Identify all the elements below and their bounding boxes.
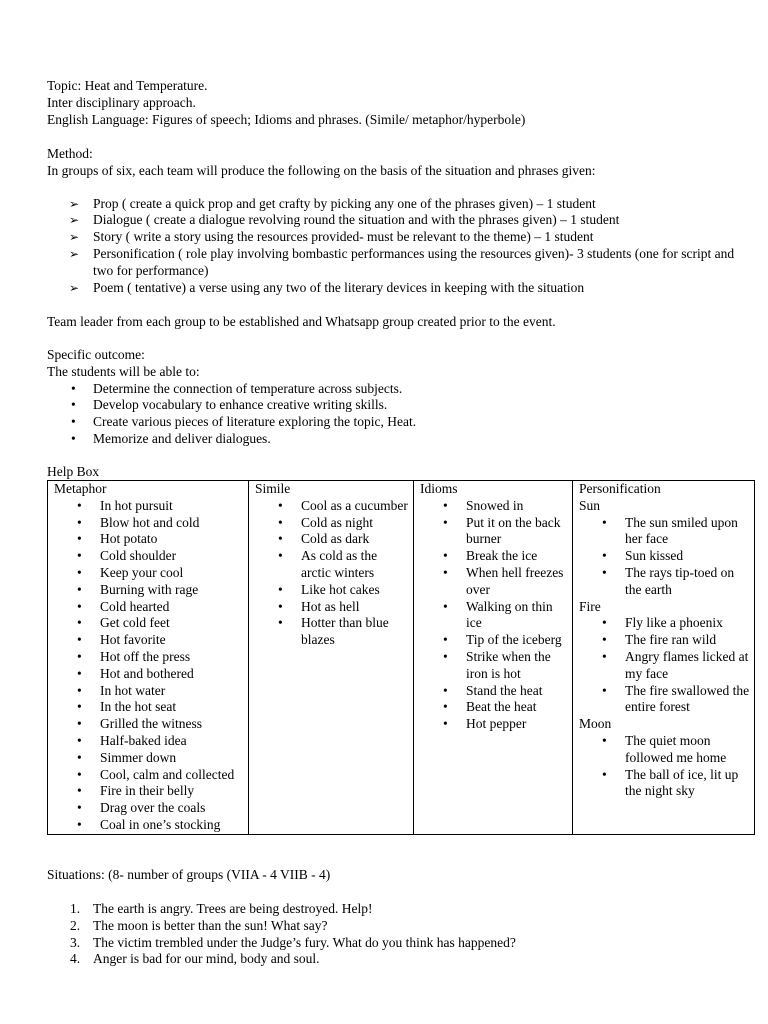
list-item: • Drag over the coals bbox=[54, 800, 244, 817]
list-item: • Snowed in bbox=[420, 498, 568, 515]
list-item: • Hot potato bbox=[54, 531, 244, 548]
list-item: • Keep your cool bbox=[54, 565, 244, 582]
list-item: • Create various pieces of literature exploring the topic, Heat. bbox=[47, 414, 756, 431]
approach-line: Inter disciplinary approach. bbox=[47, 94, 196, 110]
item-number: 2. bbox=[70, 917, 81, 933]
list-item: ➢ Dialogue ( create a dialogue revolving round the situation and with the phrases given) – 1 student bbox=[47, 212, 756, 229]
outcome-intro: The students will be able to: bbox=[47, 363, 200, 379]
list-item: • In the hot seat bbox=[54, 699, 244, 716]
metaphor-list bbox=[54, 498, 244, 834]
list-item: • Stand the heat bbox=[420, 683, 568, 700]
list-item: • The fire swallowed the entire forest bbox=[579, 683, 750, 717]
list-item: • Strike when the iron is hot bbox=[420, 649, 568, 683]
list-item: • Cold as dark bbox=[255, 531, 409, 548]
list-item: • Fly like a phoenix bbox=[579, 615, 750, 632]
list-item: • Hotter than blue blazes bbox=[255, 615, 409, 649]
intro-block bbox=[47, 78, 756, 128]
method-list bbox=[47, 196, 756, 297]
list-item bbox=[47, 901, 756, 918]
list-item: • As cold as the arctic winters bbox=[255, 548, 409, 582]
list-item: • Fire in their belly bbox=[54, 783, 244, 800]
list-item: • Memorize and deliver dialogues. bbox=[47, 431, 756, 448]
list-item: • Cool as a cucumber bbox=[255, 498, 409, 515]
list-item: • Hot off the press bbox=[54, 649, 244, 666]
list-item: • The rays tip-toed on the earth bbox=[579, 565, 750, 599]
method-text: In groups of six, each team will produce the following on the basis of the situation and phrases given: bbox=[47, 162, 596, 178]
situations-heading: Situations: (8- number of groups (VIIA - 4 VIIB - 4) bbox=[47, 867, 331, 882]
list-item: • Grilled the witness bbox=[54, 716, 244, 733]
list-item: • Tip of the iceberg bbox=[420, 632, 568, 649]
list-item: • Hot favorite bbox=[54, 632, 244, 649]
fire-list bbox=[579, 615, 750, 716]
simile-list bbox=[255, 498, 409, 649]
list-item: • Cold shoulder bbox=[54, 548, 244, 565]
item-text: Anger is bad for our mind, body and soul. bbox=[93, 951, 320, 967]
outcome-list bbox=[47, 381, 756, 448]
item-text: The earth is angry. Trees are being destroyed. Help! bbox=[93, 901, 373, 916]
sun-list bbox=[579, 515, 750, 599]
moon-label: Moon bbox=[579, 716, 612, 732]
simile-cell bbox=[249, 481, 414, 835]
list-item: • Cool, calm and collected bbox=[54, 767, 244, 784]
simile-heading: Simile bbox=[255, 481, 291, 496]
list-item: • Coal in one’s stocking bbox=[54, 817, 244, 834]
help-box-table bbox=[47, 480, 755, 835]
item-text: The moon is better than the sun! What say? bbox=[93, 917, 328, 933]
idioms-cell bbox=[414, 481, 573, 835]
team-note: Team leader from each group to be established and Whatsapp group created prior to the event. bbox=[47, 314, 556, 329]
method-heading: Method: bbox=[47, 146, 93, 161]
list-item: • Put it on the back burner bbox=[420, 515, 568, 549]
outcome-block bbox=[47, 347, 756, 448]
metaphor-heading: Metaphor bbox=[54, 481, 107, 496]
outcome-heading: Specific outcome: bbox=[47, 347, 145, 362]
list-item: • Hot and bothered bbox=[54, 666, 244, 683]
list-item: • Cold as night bbox=[255, 515, 409, 532]
list-item: • The quiet moon followed me home bbox=[579, 733, 750, 767]
list-item: • Walking on thin ice bbox=[420, 599, 568, 633]
list-item: • Get cold feet bbox=[54, 615, 244, 632]
list-item: • Beat the heat bbox=[420, 699, 568, 716]
list-item: • Hot as hell bbox=[255, 599, 409, 616]
list-item bbox=[47, 918, 756, 935]
personification-heading: Personification bbox=[579, 481, 661, 496]
english-line: English Language: Figures of speech; Idioms and phrases. (Simile/ metaphor/hyperbole) bbox=[47, 111, 526, 127]
list-item: • In hot water bbox=[54, 683, 244, 700]
help-box-title: Help Box bbox=[47, 464, 100, 479]
sun-label: Sun bbox=[579, 497, 601, 513]
list-item: • Determine the connection of temperature across subjects. bbox=[47, 381, 756, 398]
situations-list bbox=[47, 901, 756, 968]
list-item: • Like hot cakes bbox=[255, 582, 409, 599]
topic-line: Topic: Heat and Temperature. bbox=[47, 78, 208, 93]
idioms-heading: Idioms bbox=[420, 481, 458, 496]
list-item: • Sun kissed bbox=[579, 548, 750, 565]
item-number: 3. bbox=[70, 934, 81, 950]
list-item: • The ball of ice, lit up the night sky bbox=[579, 767, 750, 801]
fire-label: Fire bbox=[579, 598, 601, 614]
list-item: • Half-baked idea bbox=[54, 733, 244, 750]
list-item: • The sun smiled upon her face bbox=[579, 515, 750, 549]
list-item: • Simmer down bbox=[54, 750, 244, 767]
list-item: • Angry flames licked at my face bbox=[579, 649, 750, 683]
list-item bbox=[47, 951, 756, 968]
personification-cell bbox=[573, 481, 755, 835]
list-item bbox=[47, 935, 756, 952]
item-number: 1. bbox=[70, 901, 81, 916]
list-item: • Develop vocabulary to enhance creative writing skills. bbox=[47, 397, 756, 414]
list-item: ➢ Poem ( tentative) a verse using any two of the literary devices in keeping with the situation bbox=[47, 280, 756, 297]
idioms-list bbox=[420, 498, 568, 733]
list-item: • Burning with rage bbox=[54, 582, 244, 599]
item-number: 4. bbox=[70, 951, 81, 967]
moon-list bbox=[579, 733, 750, 800]
metaphor-cell bbox=[48, 481, 249, 835]
method-block bbox=[47, 146, 756, 296]
list-item: • In hot pursuit bbox=[54, 498, 244, 515]
list-item: ➢ Story ( write a story using the resources provided- must be relevant to the theme) – 1 student bbox=[47, 229, 756, 246]
list-item: • Blow hot and cold bbox=[54, 515, 244, 532]
list-item: • When hell freezes over bbox=[420, 565, 568, 599]
item-text: The victim trembled under the Judge’s fury. What do you think has happened? bbox=[93, 934, 516, 950]
list-item: ➢ Personification ( role play involving bombastic performances using the resources given)- 3 students (one for script and two for performance) bbox=[47, 246, 756, 280]
list-item: • Break the ice bbox=[420, 548, 568, 565]
list-item: • Cold hearted bbox=[54, 599, 244, 616]
list-item: • Hot pepper bbox=[420, 716, 568, 733]
list-item: • The fire ran wild bbox=[579, 632, 750, 649]
list-item: ➢ Prop ( create a quick prop and get crafty by picking any one of the phrases given) – 1 student bbox=[47, 196, 756, 213]
